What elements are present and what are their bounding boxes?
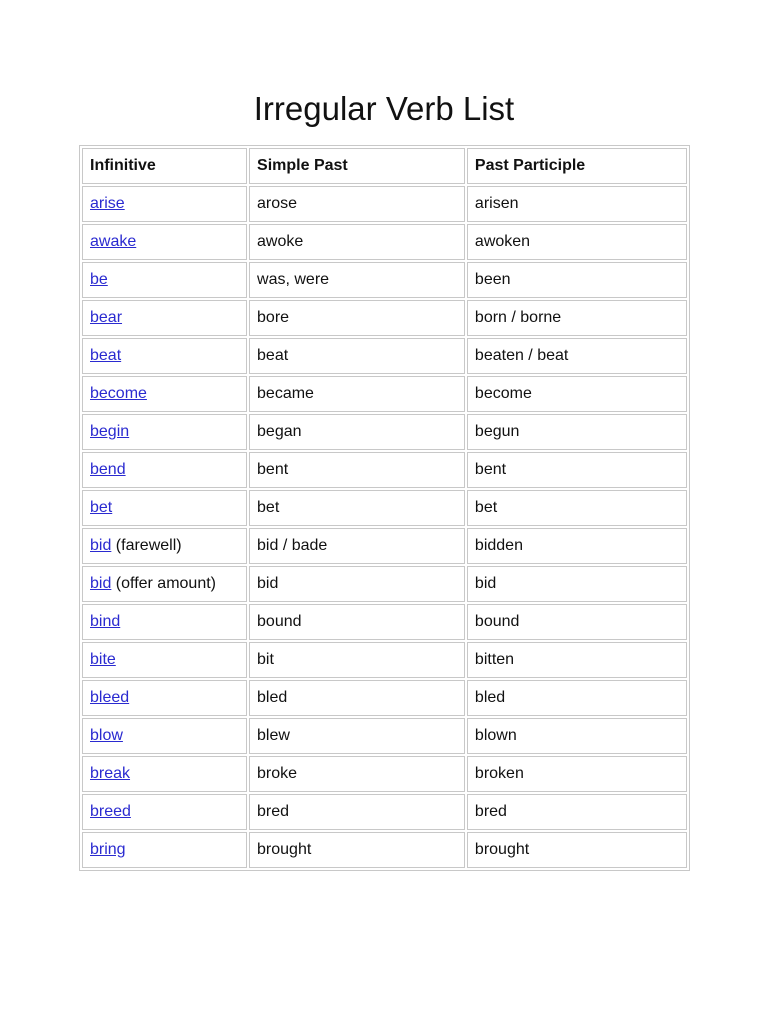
simple-past-cell: brought [249, 832, 465, 868]
table-row [82, 338, 687, 374]
simple-past-cell: was, were [249, 262, 465, 298]
past-participle-cell: become [467, 376, 687, 412]
verb-link[interactable]: break [90, 765, 131, 782]
table-row [82, 376, 687, 412]
simple-past-cell: bid [249, 566, 465, 602]
header-infinitive: Infinitive [82, 148, 247, 184]
table-row [82, 794, 687, 830]
past-participle-cell: bid [467, 566, 687, 602]
infinitive-cell [82, 680, 247, 716]
past-participle-cell: brought [467, 832, 687, 868]
past-participle-cell: blown [467, 718, 687, 754]
table-row [82, 604, 687, 640]
past-participle-cell: awoken [467, 224, 687, 260]
verb-link[interactable]: bite [90, 651, 116, 668]
infinitive-cell [82, 224, 247, 260]
table-row [82, 566, 687, 602]
infinitive-cell [82, 452, 247, 488]
infinitive-cell [82, 528, 247, 564]
verb-link[interactable]: arise [90, 195, 125, 212]
simple-past-cell: bit [249, 642, 465, 678]
page-title: Irregular Verb List [253, 90, 515, 127]
verb-link[interactable]: bid [90, 537, 112, 554]
past-participle-cell: broken [467, 756, 687, 792]
table-row [82, 300, 687, 336]
infinitive-cell [82, 794, 247, 830]
simple-past-cell: bred [249, 794, 465, 830]
table-header-row [82, 148, 687, 184]
past-participle-cell: beaten / beat [467, 338, 687, 374]
table-body [82, 186, 687, 868]
verb-note: (farewell) [111, 537, 182, 554]
past-participle-cell: bet [467, 490, 687, 526]
table-row [82, 718, 687, 754]
verb-table [79, 145, 690, 871]
verb-link[interactable]: begin [90, 423, 130, 440]
past-participle-cell: bound [467, 604, 687, 640]
verb-link[interactable]: become [90, 385, 147, 402]
simple-past-cell: bound [249, 604, 465, 640]
simple-past-cell: became [249, 376, 465, 412]
table-row [82, 414, 687, 450]
header-simple-past: Simple Past [249, 148, 465, 184]
infinitive-cell [82, 414, 247, 450]
table-row [82, 680, 687, 716]
verb-link[interactable]: blow [90, 727, 123, 744]
infinitive-cell [82, 832, 247, 868]
table-row [82, 452, 687, 488]
past-participle-cell: bent [467, 452, 687, 488]
simple-past-cell: bore [249, 300, 465, 336]
table-row [82, 832, 687, 868]
infinitive-cell [82, 262, 247, 298]
infinitive-cell [82, 642, 247, 678]
infinitive-cell [82, 718, 247, 754]
past-participle-cell: bitten [467, 642, 687, 678]
simple-past-cell: bid / bade [249, 528, 465, 564]
infinitive-cell [82, 186, 247, 222]
simple-past-cell: awoke [249, 224, 465, 260]
simple-past-cell: arose [249, 186, 465, 222]
table-row [82, 186, 687, 222]
simple-past-cell: began [249, 414, 465, 450]
table-row [82, 642, 687, 678]
verb-link[interactable]: bear [90, 309, 123, 326]
verb-link[interactable]: be [90, 271, 108, 288]
simple-past-cell: bled [249, 680, 465, 716]
past-participle-cell: born / borne [467, 300, 687, 336]
simple-past-cell: broke [249, 756, 465, 792]
verb-link[interactable]: bind [90, 613, 121, 630]
verb-link[interactable]: bring [90, 841, 126, 858]
past-participle-cell: bled [467, 680, 687, 716]
simple-past-cell: blew [249, 718, 465, 754]
infinitive-cell [82, 490, 247, 526]
verb-link[interactable]: awake [90, 233, 137, 250]
infinitive-cell [82, 756, 247, 792]
table-row [82, 528, 687, 564]
infinitive-cell [82, 338, 247, 374]
infinitive-cell [82, 376, 247, 412]
verb-link[interactable]: bet [90, 499, 113, 516]
table-row [82, 490, 687, 526]
past-participle-cell: begun [467, 414, 687, 450]
verb-link[interactable]: beat [90, 347, 122, 364]
table-row [82, 262, 687, 298]
past-participle-cell: bidden [467, 528, 687, 564]
simple-past-cell: beat [249, 338, 465, 374]
past-participle-cell: been [467, 262, 687, 298]
infinitive-cell [82, 300, 247, 336]
verb-link[interactable]: bend [90, 461, 126, 478]
verb-link[interactable]: bleed [90, 689, 130, 706]
table-row [82, 224, 687, 260]
header-past-participle: Past Participle [467, 148, 687, 184]
simple-past-cell: bet [249, 490, 465, 526]
infinitive-cell [82, 566, 247, 602]
past-participle-cell: bred [467, 794, 687, 830]
verb-note: (offer amount) [111, 575, 216, 592]
table-row [82, 756, 687, 792]
infinitive-cell [82, 604, 247, 640]
simple-past-cell: bent [249, 452, 465, 488]
past-participle-cell: arisen [467, 186, 687, 222]
verb-link[interactable]: breed [90, 803, 131, 820]
verb-link[interactable]: bid [90, 575, 112, 592]
